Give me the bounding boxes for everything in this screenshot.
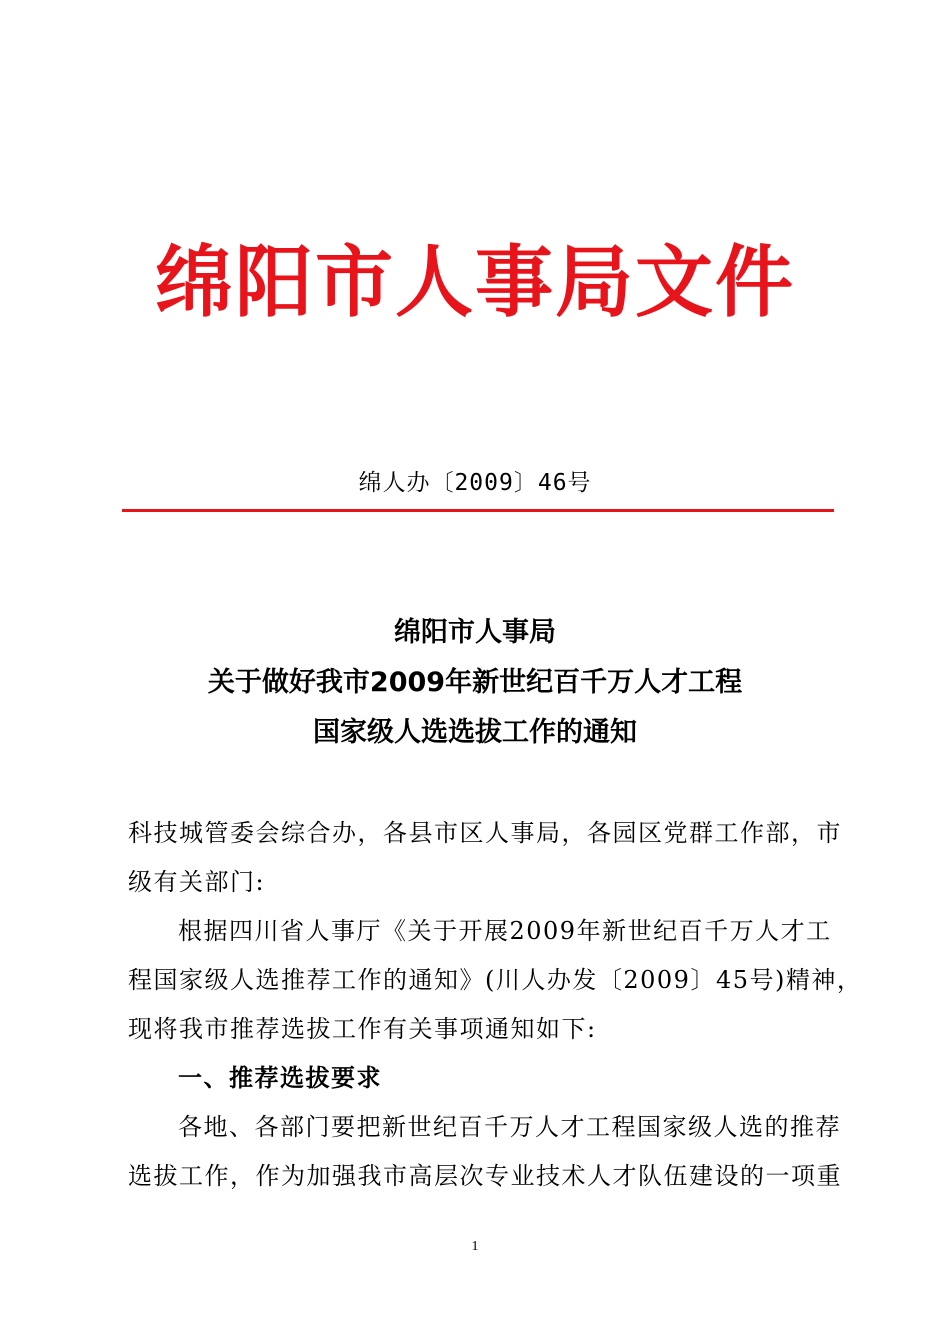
paragraph-line: 程国家级人选推荐工作的通知》(川人办发〔2009〕45号)精神， — [128, 966, 863, 994]
recipients-line: 科技城管委会综合办，各县市区人事局，各园区党群工作部，市 — [128, 819, 842, 847]
body-text — [128, 812, 863, 1204]
paragraph-line: 根据四川省人事厅《关于开展2009年新世纪百千万人才工 — [178, 917, 832, 945]
document-number: 绵人办〔2009〕46号 — [358, 470, 592, 496]
title-line-issuer: 绵阳市人事局 — [394, 617, 556, 648]
page-number: 1 — [471, 1239, 479, 1254]
title-line-subject: 关于做好我市2009年新世纪百千万人才工程 — [207, 667, 743, 698]
masthead-title: 绵阳市人事局文件 — [154, 238, 795, 328]
paragraph-line: 现将我市推荐选拔工作有关事项通知如下: — [128, 1015, 597, 1043]
red-divider-line — [122, 509, 834, 512]
title-line-subject-cont: 国家级人选选拔工作的通知 — [313, 717, 637, 748]
paragraph-line: 各地、各部门要把新世纪百千万人才工程国家级人选的推荐 — [178, 1113, 841, 1141]
notice-title — [0, 608, 950, 758]
section-heading: 一、推荐选拔要求 — [178, 1064, 382, 1092]
paragraph-line: 选拔工作，作为加强我市高层次专业技术人才队伍建设的一项重 — [128, 1162, 842, 1190]
recipients-line: 级有关部门: — [128, 868, 266, 896]
